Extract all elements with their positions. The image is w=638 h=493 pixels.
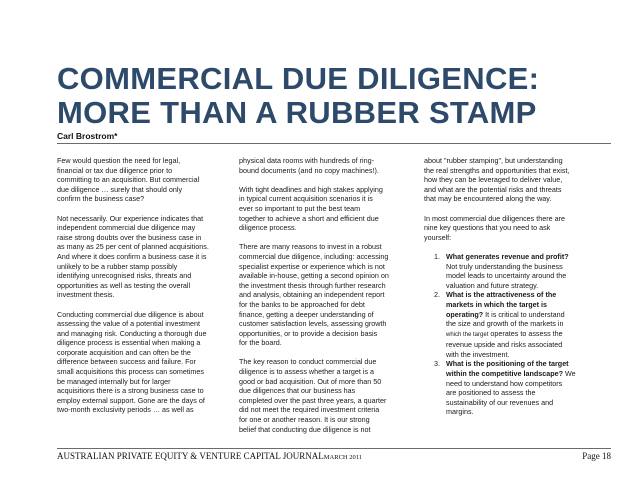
list-item — [424, 252, 604, 290]
title-line-2: MORE THAN A RUBBER STAMP — [57, 95, 537, 130]
column-2 — [239, 156, 411, 444]
question-text-small: which the target — [446, 331, 489, 338]
paragraph: With tight deadlines and high stakes applying in typical current acquisition scenarios it is ever so important to put the best team together to achieve a short and efficient due diligence process. — [239, 184, 383, 233]
journal-name: AUSTRALIAN PRIVATE EQUITY & VENTURE CAPITAL JOURNAL — [57, 451, 324, 461]
paragraph: Conducting commercial due diligence is about assessing the value of a potential investment and managing risk. Conducting a thorough due diligence process is essential when making a corporate acquisition and can often be the difference between success and failure. For small acquisitions this process can sometimes be managed internally but for larger acquisitions there is a strong business case to employ external support. Gone are the days of two-month exclusivity periods … as well as — [57, 309, 207, 415]
footer-divider — [57, 448, 611, 449]
list-number: 1. — [434, 251, 440, 261]
question-heading: What is the attractiveness of the markets in which the target is operating? — [446, 290, 557, 319]
article-title — [57, 62, 617, 130]
list-number: 2. — [434, 290, 440, 300]
page-number: Page 18 — [582, 451, 611, 461]
author-byline: Carl Brostrom* — [57, 131, 118, 141]
paragraph: In most commercial due diligences there are nine key questions that you need to ask yourself: — [424, 213, 566, 242]
question-text: Not truly understanding the business model leads to uncertainty around the valuation and future strategy. — [446, 261, 567, 290]
paragraph: There are many reasons to invest in a robust commercial due diligence, including: accessing specialist expertise or experience which is not available in-house, getting a second opinion on the investment thesis through further research and analysis, obtaining an independent report for the banks to be approached for debt finance, getting a deeper understanding of customer satisfaction levels, assessing growth opportunities, or to provide a decision basis for the board. — [239, 242, 389, 348]
question-heading: What generates revenue and profit? — [446, 251, 569, 261]
question-text: operates to assess the revenue upside and risks associated with the investment. — [446, 328, 563, 359]
question-text: It is critical to understand the size and growth of the markets in — [446, 309, 565, 329]
title-line-1: COMMERCIAL DUE DILIGENCE: — [57, 61, 540, 96]
paragraph: The key reason to conduct commercial due diligence is to assess whether a target is a good or bad acquisition. Out of more than 50 due diligences that our business has completed over the past three years, a quarter did not meet the required investment criteria for one or another reason. It is our strong belief that conducting due diligence is not — [239, 357, 387, 434]
question-heading: What is the positioning of the target within the competitive landscape? — [446, 359, 569, 379]
paragraph: Not necessarily. Our experience indicates that independent commercial due diligence may raise strong doubts over the business case in as many as 25 per cent of planned acquisitions. And where it does confirm a business case it is unlikely to be a rubber stamp possibly identifying unrecognised risks, threats and opportunities as well as testing the overall investment thesis. — [57, 213, 209, 300]
paragraph: about "rubber stamping", but understanding the real strengths and opportunities that exist, how they can be leveraged to deliver value, and what are the potential risks and threats that may be encountered along the way. — [424, 156, 570, 204]
column-3 — [424, 156, 604, 417]
question-text: We need to understand how competitors are positioned to assess the sustainability of our revenues and margins. — [446, 369, 576, 417]
list-number: 3. — [434, 359, 440, 369]
list-item — [424, 359, 604, 417]
list-item — [424, 290, 604, 359]
key-questions-list — [424, 252, 604, 417]
issue-month: MARCH 2011 — [323, 454, 363, 461]
header-divider — [57, 143, 611, 144]
column-1 — [57, 156, 229, 425]
paragraph: Few would question the need for legal, financial or tax due diligence prior to committing to an acquisition. But commercial due diligence … surely that should only confirm the business case? — [57, 156, 200, 204]
page-footer — [57, 451, 611, 461]
paragraph: physical data rooms with hundreds of ring- bound documents (and no copy machines!). — [239, 156, 379, 175]
